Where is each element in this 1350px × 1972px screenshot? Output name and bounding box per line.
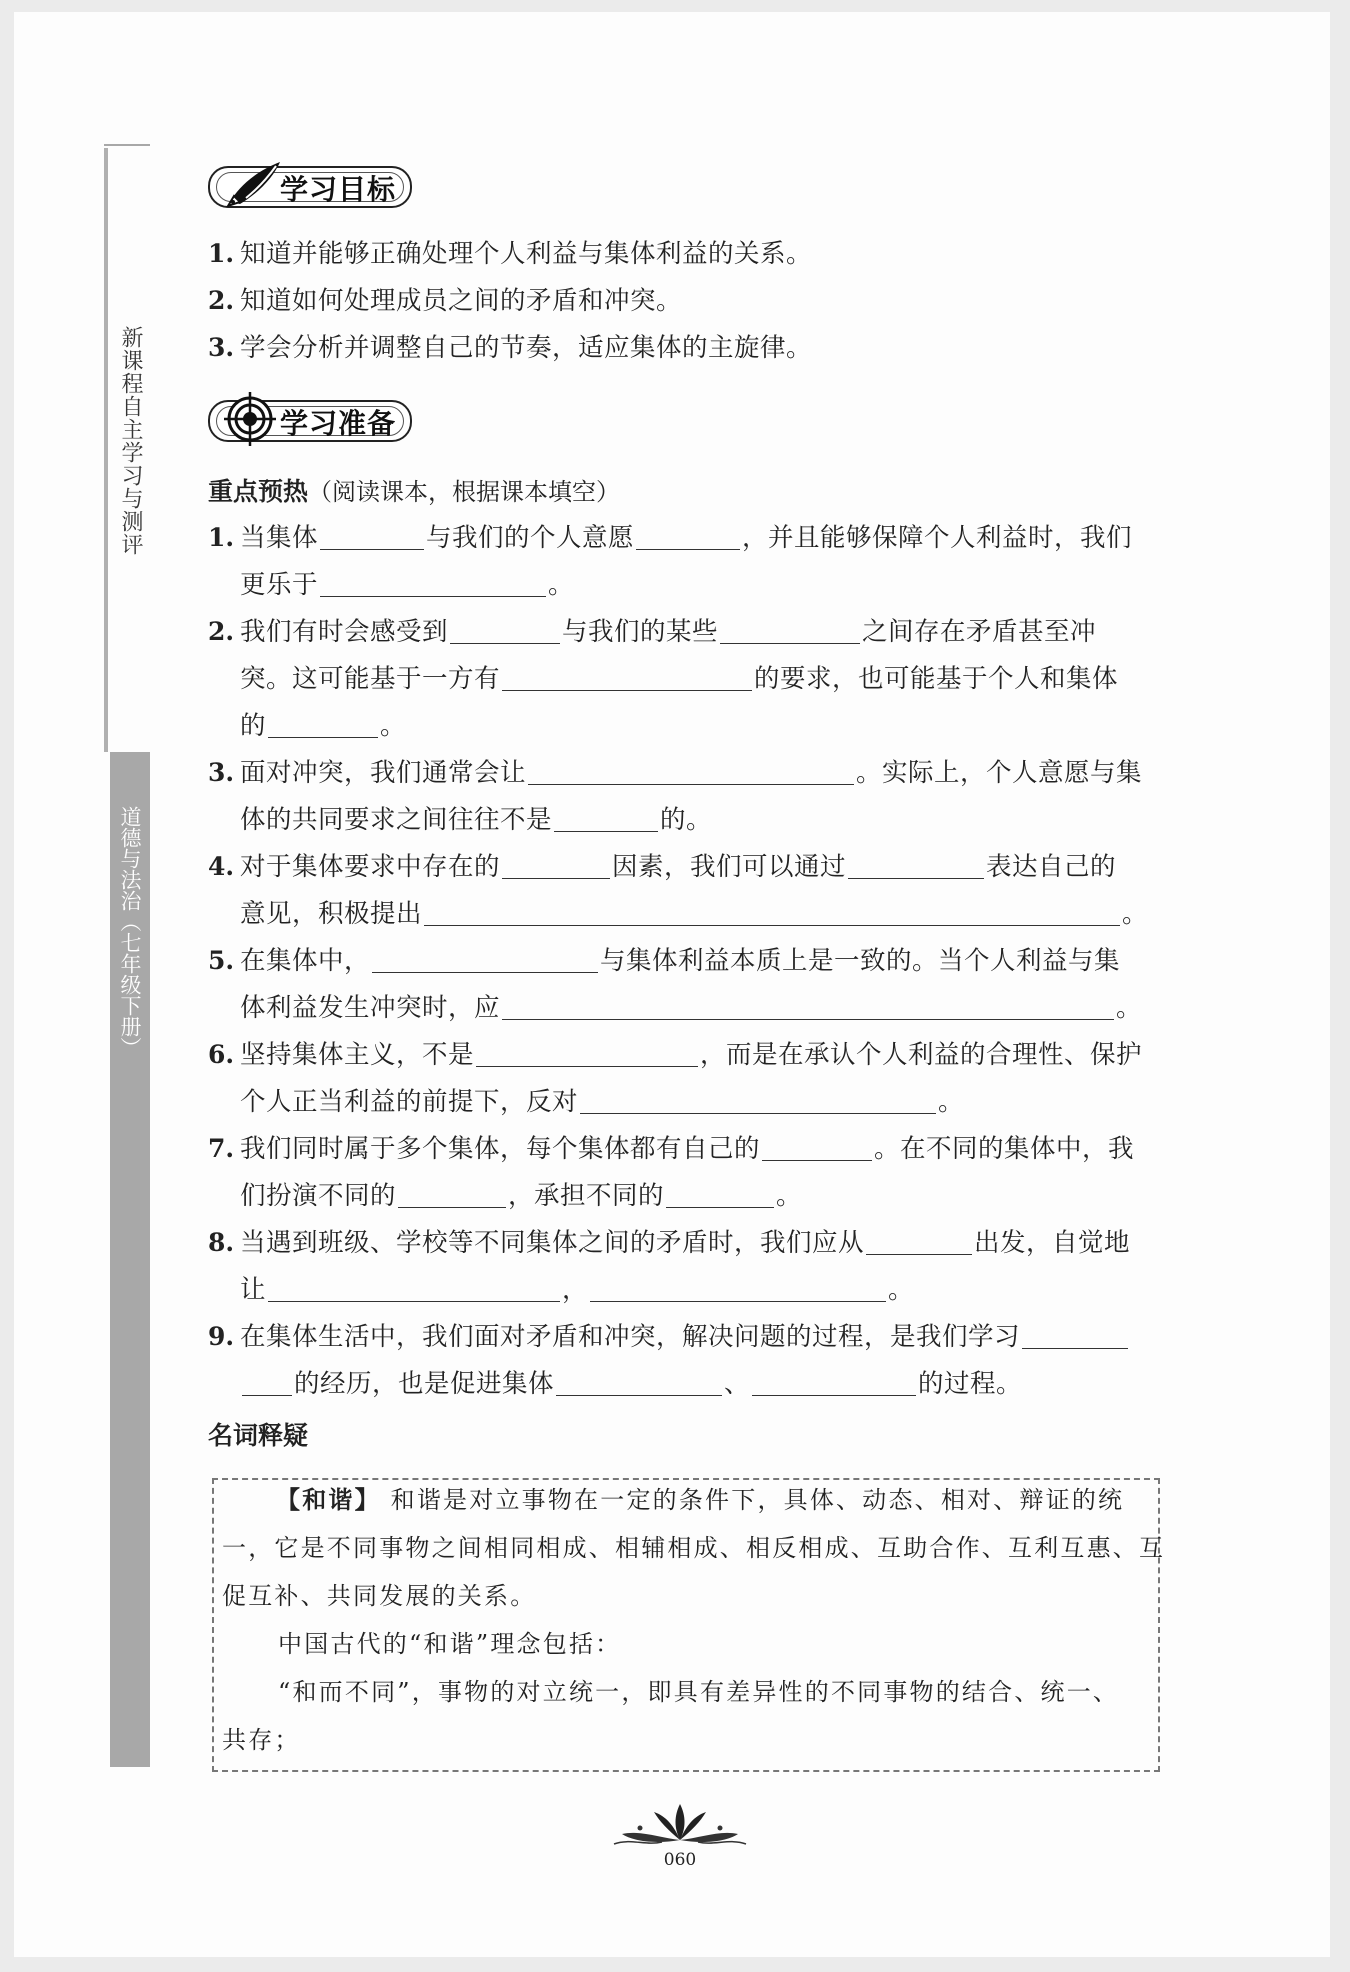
question-9-line2: 的经历，也是促进集体 、 的过程。 [240, 1366, 1022, 1402]
question-4-line2: 意见，积极提出 。 [240, 899, 1149, 929]
objective-text: 学会分析并调整自己的节奏，适应集体的主旋律。 [240, 333, 813, 363]
answer-blank[interactable] [502, 852, 610, 879]
question-num: 2. [208, 617, 235, 646]
glossary-line6: 共存； [222, 1726, 301, 1754]
answer-blank[interactable] [666, 1181, 774, 1208]
objective-num: 2. [208, 286, 235, 315]
answer-blank[interactable] [636, 523, 740, 550]
question-5-line1: 在集体中， 与集体利益本质上是一致的。当个人利益与集 [240, 946, 1121, 976]
objective-num: 1. [208, 239, 235, 268]
page-number: 060 [663, 1850, 697, 1870]
floral-ornament-icon [610, 1800, 750, 1852]
question-1-line2: 更乐于 。 [240, 570, 575, 600]
preparation-header [208, 392, 418, 446]
answer-blank[interactable] [450, 617, 560, 644]
answer-blank[interactable] [320, 523, 424, 550]
subject-title: 道德与法治（七年级下册） [118, 806, 142, 1058]
answer-blank[interactable] [268, 1275, 560, 1302]
answer-blank[interactable] [554, 805, 658, 832]
answer-blank[interactable] [424, 899, 1120, 926]
question-num: 9. [208, 1322, 235, 1351]
answer-blank[interactable] [476, 1040, 698, 1067]
answer-blank[interactable] [398, 1181, 506, 1208]
answer-blank[interactable] [580, 1087, 936, 1114]
question-1-line1: 当集体 与我们的个人意愿 ，并且能够保障个人利益时，我们 [240, 523, 1133, 553]
answer-blank[interactable] [502, 664, 752, 691]
glossary-box [212, 1478, 1160, 1772]
glossary-line2: 一，它是不同事物之间相同相成、相辅相成、相反相成、互助合作、互利互惠、互 [222, 1534, 1166, 1562]
question-2-line1: 我们有时会感受到 与我们的某些 之间存在矛盾甚至冲 [240, 617, 1097, 647]
question-8-line2: 让 ， 。 [240, 1275, 915, 1305]
key-preview-heading: 重点预热（阅读课本，根据课本填空） [208, 477, 621, 506]
series-title: 新课程自主学习与测评 [118, 326, 143, 556]
objective-text: 知道如何处理成员之间的矛盾和冲突。 [240, 286, 683, 316]
question-8-line1: 当遇到班级、学校等不同集体之间的矛盾时，我们应从 出发，自觉地 [240, 1228, 1131, 1258]
answer-blank[interactable] [268, 711, 378, 738]
question-9-line1: 在集体生活中，我们面对矛盾和冲突，解决问题的过程，是我们学习 [240, 1319, 1130, 1355]
glossary-term: 【和谐】 [276, 1486, 381, 1514]
question-2-line2: 突。这可能基于一方有 的要求，也可能基于个人和集体 [240, 664, 1119, 694]
answer-blank[interactable] [848, 852, 984, 879]
question-3-line1: 面对冲突，我们通常会让 。实际上，个人意愿与集 [240, 758, 1143, 788]
answer-blank[interactable] [1022, 1322, 1128, 1349]
target-icon [220, 392, 280, 446]
question-7-line1: 我们同时属于多个集体，每个集体都有自己的 。在不同的集体中，我 [240, 1134, 1135, 1164]
question-6-line1: 坚持集体主义，不是 ，而是在承认个人利益的合理性、保护 [240, 1040, 1143, 1070]
glossary-heading: 名词释疑 [208, 1421, 309, 1450]
answer-blank[interactable] [502, 993, 1114, 1020]
objectives-title: 学习目标 [280, 173, 397, 206]
objective-num: 3. [208, 333, 235, 362]
question-num: 6. [208, 1040, 235, 1069]
question-num: 7. [208, 1134, 235, 1163]
answer-blank[interactable] [720, 617, 860, 644]
question-6-line2: 个人正当利益的前提下，反对 。 [240, 1087, 965, 1117]
question-num: 3. [208, 758, 235, 787]
question-3-line2: 体的共同要求之间往往不是 的。 [240, 805, 713, 835]
question-num: 5. [208, 946, 235, 975]
preparation-title: 学习准备 [280, 407, 397, 440]
question-7-line2: 们扮演不同的 ，承担不同的 。 [240, 1181, 803, 1211]
answer-blank[interactable] [752, 1369, 916, 1396]
answer-blank[interactable] [590, 1275, 886, 1302]
answer-blank[interactable] [372, 946, 598, 973]
glossary-line1: 【和谐】 和谐是对立事物在一定的条件下，具体、动态、相对、辩证的统 [276, 1486, 1125, 1514]
glossary-line3: 促互补、共同发展的关系。 [222, 1582, 537, 1610]
answer-blank[interactable] [866, 1228, 972, 1255]
answer-blank[interactable] [320, 570, 546, 597]
question-5-line2: 体利益发生冲突时，应 。 [240, 993, 1143, 1023]
answer-blank[interactable] [242, 1369, 292, 1396]
question-num: 4. [208, 852, 235, 881]
side-rule [104, 144, 150, 146]
question-num: 1. [208, 523, 235, 552]
glossary-line4: 中国古代的“和谐”理念包括： [278, 1630, 622, 1658]
glossary-line5: “和而不同”，事物的对立统一，即具有差异性的不同事物的结合、统一、 [278, 1678, 1120, 1706]
side-line [104, 148, 108, 752]
objective-text: 知道并能够正确处理个人利益与集体利益的关系。 [240, 239, 813, 269]
question-4-line1: 对于集体要求中存在的 因素，我们可以通过 表达自己的 [240, 852, 1117, 882]
answer-blank[interactable] [528, 758, 854, 785]
answer-blank[interactable] [556, 1369, 722, 1396]
question-num: 8. [208, 1228, 235, 1257]
question-2-line3: 的 。 [240, 711, 407, 741]
answer-blank[interactable] [762, 1134, 872, 1161]
objectives-header [208, 158, 418, 212]
